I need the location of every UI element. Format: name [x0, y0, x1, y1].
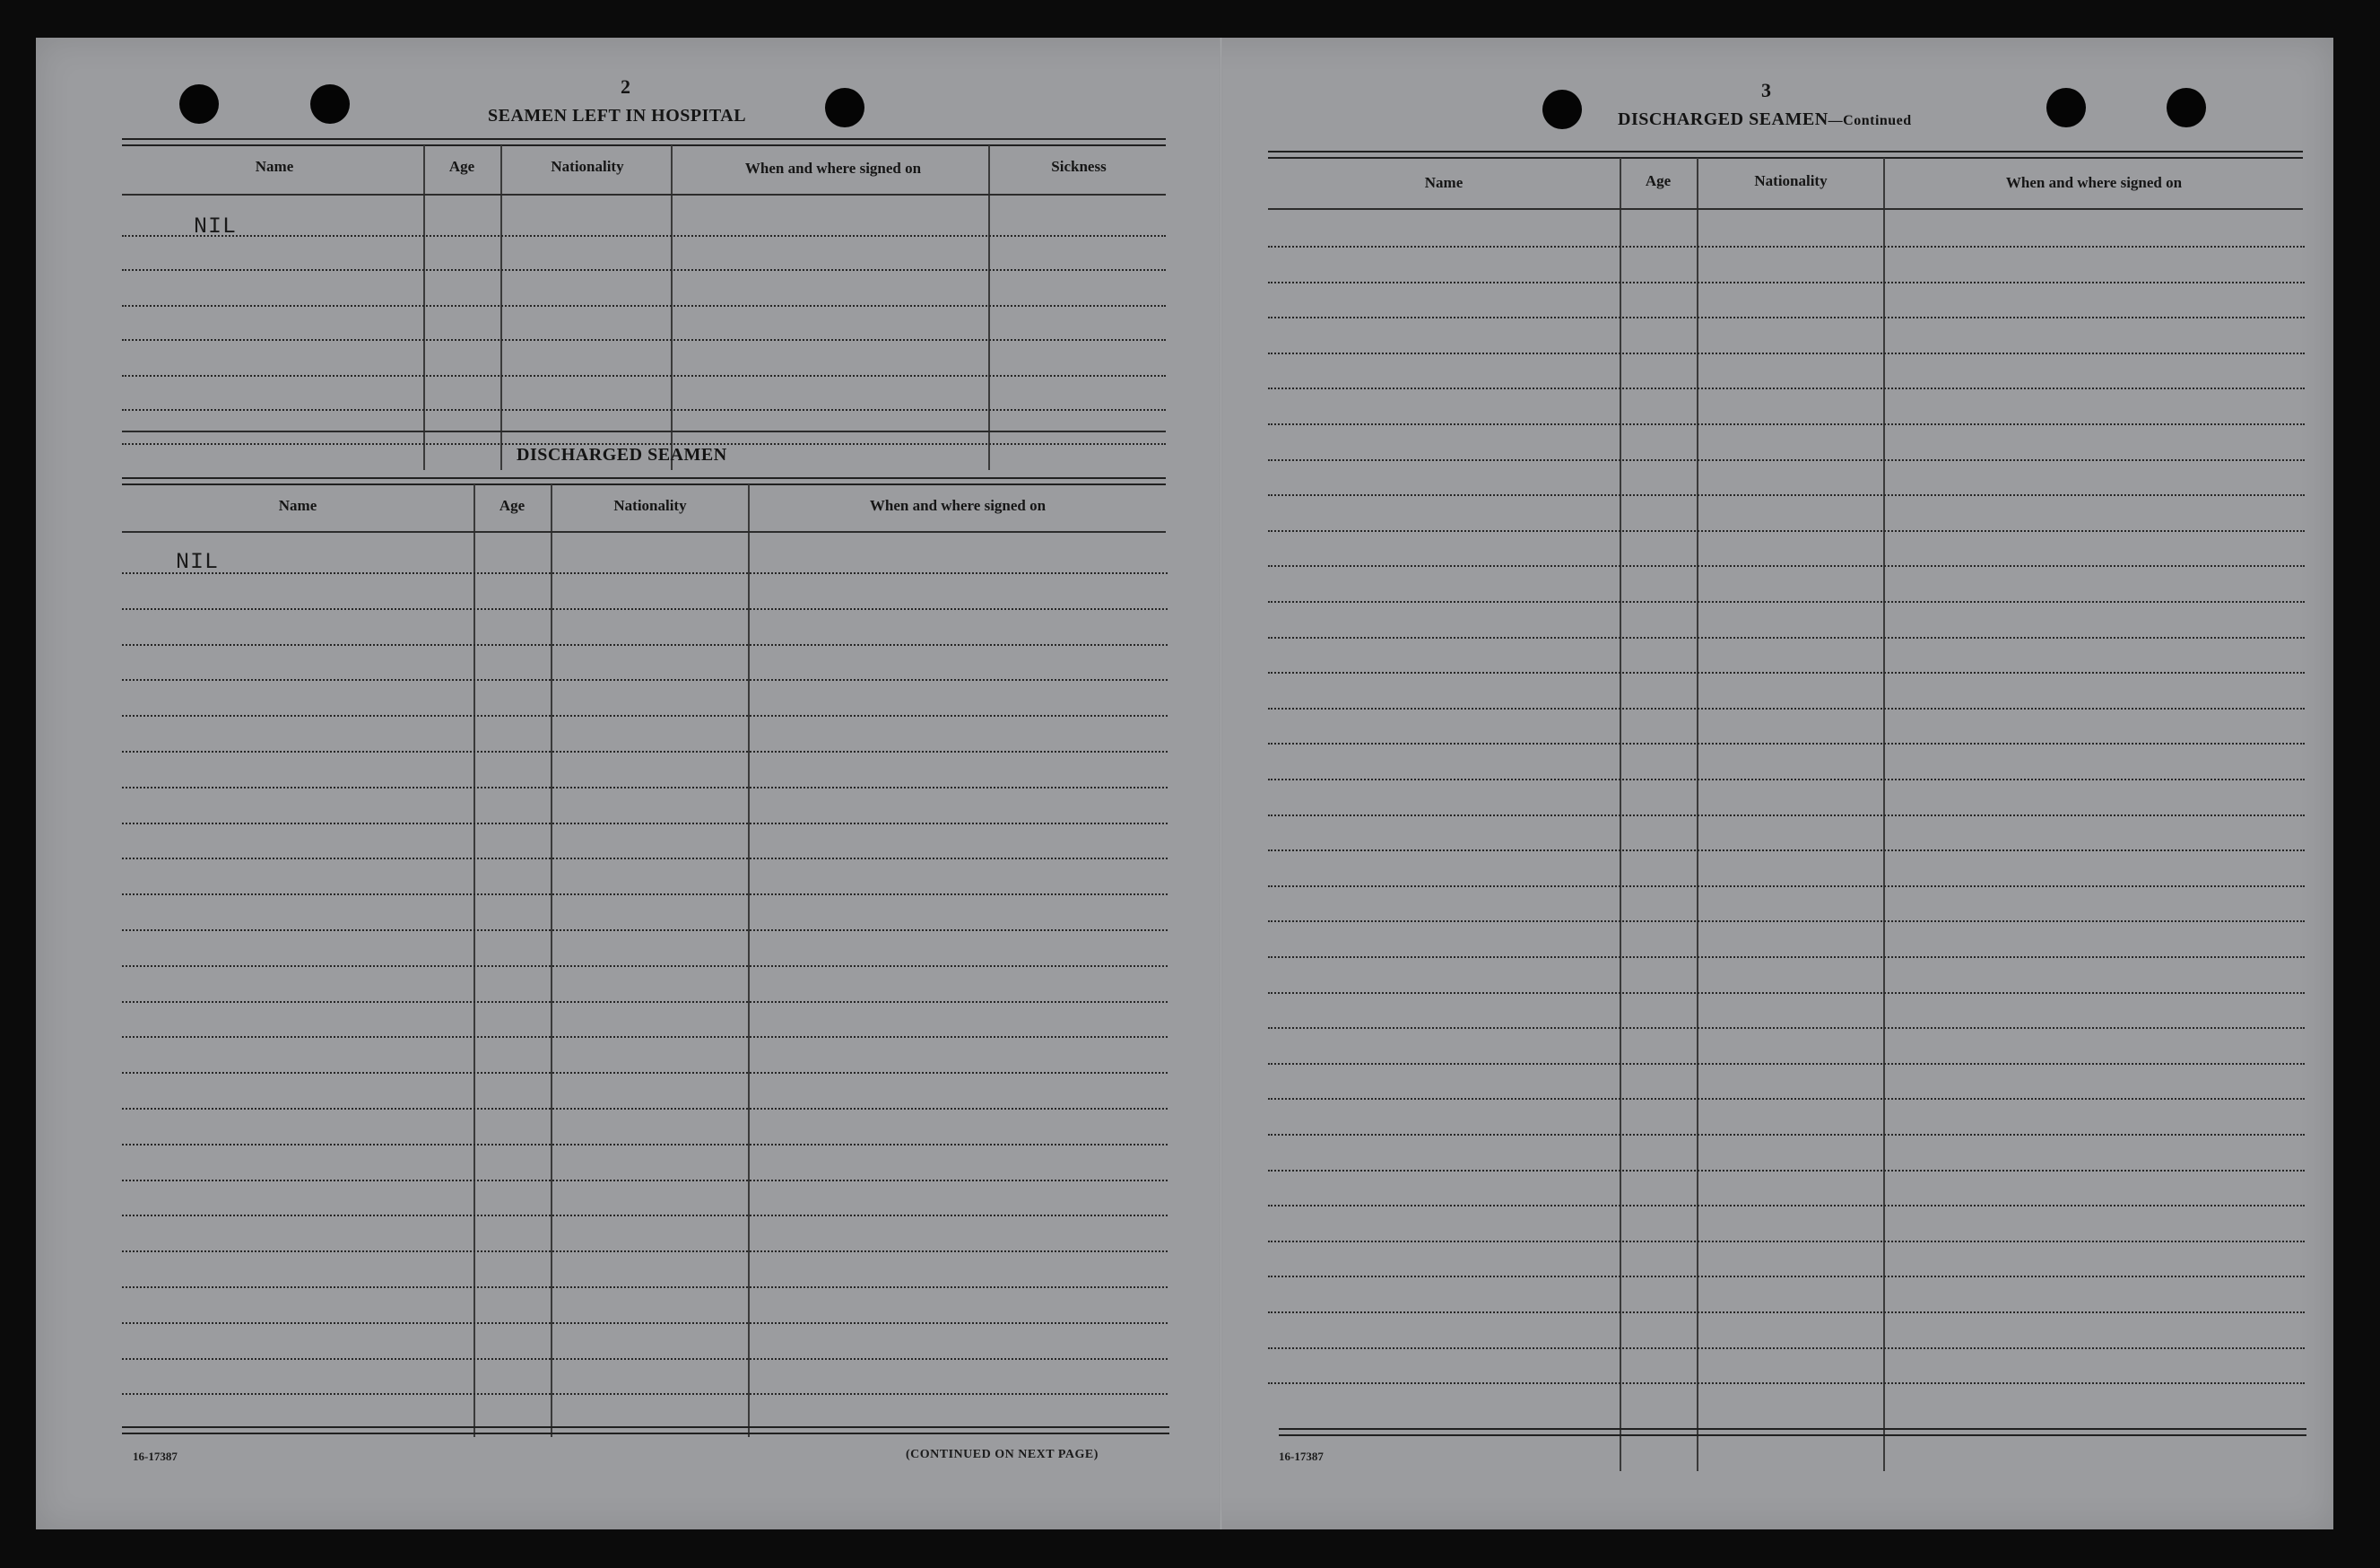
page-fold: [1220, 38, 1222, 1529]
table-column-divider: [473, 484, 475, 1437]
table-row-line: [1268, 885, 2305, 887]
table-row-line: [122, 1250, 1168, 1252]
table-row-line: [122, 893, 1168, 895]
table-column-divider: [551, 484, 552, 1437]
table-row-line: [1268, 601, 2305, 603]
form-number-right: 16-17387: [1279, 1450, 1324, 1463]
hospital-section-title: SEAMEN LEFT IN HOSPITAL: [488, 106, 747, 126]
right-top-rule: [1268, 151, 2303, 159]
table-row-line: [122, 305, 1166, 307]
table-header-rule: [122, 194, 1166, 196]
title-suffix: —Continued: [1828, 113, 1912, 128]
table-row-line: [122, 644, 1168, 646]
table-row-line: [122, 1358, 1168, 1360]
col-header-nationality: Nationality: [1754, 172, 1828, 189]
table-row-line: [122, 751, 1168, 753]
table-row-line: [1268, 1063, 2305, 1065]
table-row-line: [122, 679, 1168, 681]
table-row-line: [1268, 1027, 2305, 1029]
table-row-line: [1268, 637, 2305, 639]
col-header-name: Name: [1424, 174, 1464, 191]
table-row-line: [1268, 779, 2305, 780]
table-row-line: [1268, 743, 2305, 745]
table-row-line: [122, 235, 1166, 237]
table-header-rule: [1268, 208, 2303, 210]
punch-hole: [2167, 88, 2206, 127]
col-header-name: Name: [255, 158, 294, 175]
col-header-signed-on: When and where signed on: [744, 160, 922, 177]
col-header-age: Age: [448, 158, 475, 175]
title-main: DISCHARGED SEAMEN: [1618, 109, 1828, 129]
table-row-line: [1268, 423, 2305, 425]
discharged-section-title: DISCHARGED SEAMEN: [517, 445, 727, 465]
table-row-line: [1268, 849, 2305, 851]
table-row-line: [1268, 1134, 2305, 1136]
table-row-line: [1268, 494, 2305, 496]
table-row-line: [1268, 1311, 2305, 1313]
col-header-signed-on: When and where signed on: [869, 497, 1047, 514]
table-row-line: [122, 1144, 1168, 1146]
table-row-line: [122, 787, 1168, 788]
table-row-line: [122, 339, 1166, 341]
table-row-line: [1268, 992, 2305, 994]
discharged-bottom-rule: [122, 1426, 1169, 1434]
table-row-line: [122, 858, 1168, 859]
table-row-line: [122, 1072, 1168, 1074]
table-row-line: [1268, 814, 2305, 816]
punch-hole: [2046, 88, 2086, 127]
table-row-line: [1268, 565, 2305, 567]
table-row-line: [122, 1180, 1168, 1181]
table-row-line: [122, 823, 1168, 824]
discharged-name-entry: NIL: [176, 549, 220, 575]
table-row-line: [122, 375, 1166, 377]
table-row-line: [1268, 282, 2305, 283]
table-row-line: [122, 608, 1168, 610]
continued-note: (CONTINUED ON NEXT PAGE): [906, 1448, 1099, 1461]
table-row-line: [1268, 1276, 2305, 1277]
hospital-name-entry: NIL: [194, 213, 238, 240]
table-row-line: [122, 1108, 1168, 1110]
table-row-line: [1268, 1382, 2305, 1384]
table-row-line: [1268, 1205, 2305, 1206]
col-header-signed-on: When and where signed on: [2005, 174, 2183, 191]
form-number-left: 16-17387: [133, 1450, 178, 1463]
table-row-line: [122, 409, 1166, 411]
table-row-line: [1268, 672, 2305, 674]
table-row-line: [122, 965, 1168, 967]
table-row-line: [1268, 353, 2305, 354]
hospital-bottom-rule: [122, 431, 1166, 432]
table-row-line: [122, 1393, 1168, 1395]
table-row-line: [1268, 388, 2305, 389]
table-row-line: [1268, 1241, 2305, 1242]
table-row-line: [1268, 956, 2305, 958]
page-number-right: 3: [1761, 79, 1771, 101]
punch-hole: [825, 88, 864, 127]
table-row-line: [1268, 1098, 2305, 1100]
table-row-line: [1268, 708, 2305, 710]
punch-hole: [1542, 90, 1582, 129]
page-number-left: 2: [621, 75, 630, 98]
table-row-line: [1268, 1170, 2305, 1172]
table-row-line: [1268, 459, 2305, 461]
table-row-line: [1268, 920, 2305, 922]
col-header-age: Age: [1645, 172, 1672, 189]
table-row-line: [122, 929, 1168, 931]
hospital-top-rule: [122, 138, 1166, 146]
table-row-line: [122, 715, 1168, 717]
table-row-line: [1268, 1347, 2305, 1349]
table-column-divider: [748, 484, 750, 1437]
table-row-line: [122, 1286, 1168, 1288]
table-row-line: [122, 269, 1166, 271]
col-header-nationality: Nationality: [613, 497, 687, 514]
discharged-top-rule: [122, 477, 1166, 485]
table-row-line: [122, 1036, 1168, 1038]
table-row-line: [1268, 246, 2305, 248]
table-row-line: [122, 572, 1168, 574]
punch-hole: [310, 84, 350, 124]
table-header-rule: [122, 531, 1166, 533]
table-row-line: [122, 1322, 1168, 1324]
right-bottom-rule: [1279, 1428, 2306, 1436]
col-header-name: Name: [278, 497, 317, 514]
table-row-line: [122, 1001, 1168, 1003]
table-row-line: [1268, 530, 2305, 532]
discharged-continued-title: [1618, 109, 1912, 130]
document-sheet: [36, 38, 2333, 1529]
table-row-line: [122, 1215, 1168, 1216]
table-row-line: [1268, 317, 2305, 318]
punch-hole: [179, 84, 219, 124]
col-header-age: Age: [499, 497, 526, 514]
col-header-nationality: Nationality: [551, 158, 624, 175]
col-header-sickness: Sickness: [1051, 158, 1107, 175]
